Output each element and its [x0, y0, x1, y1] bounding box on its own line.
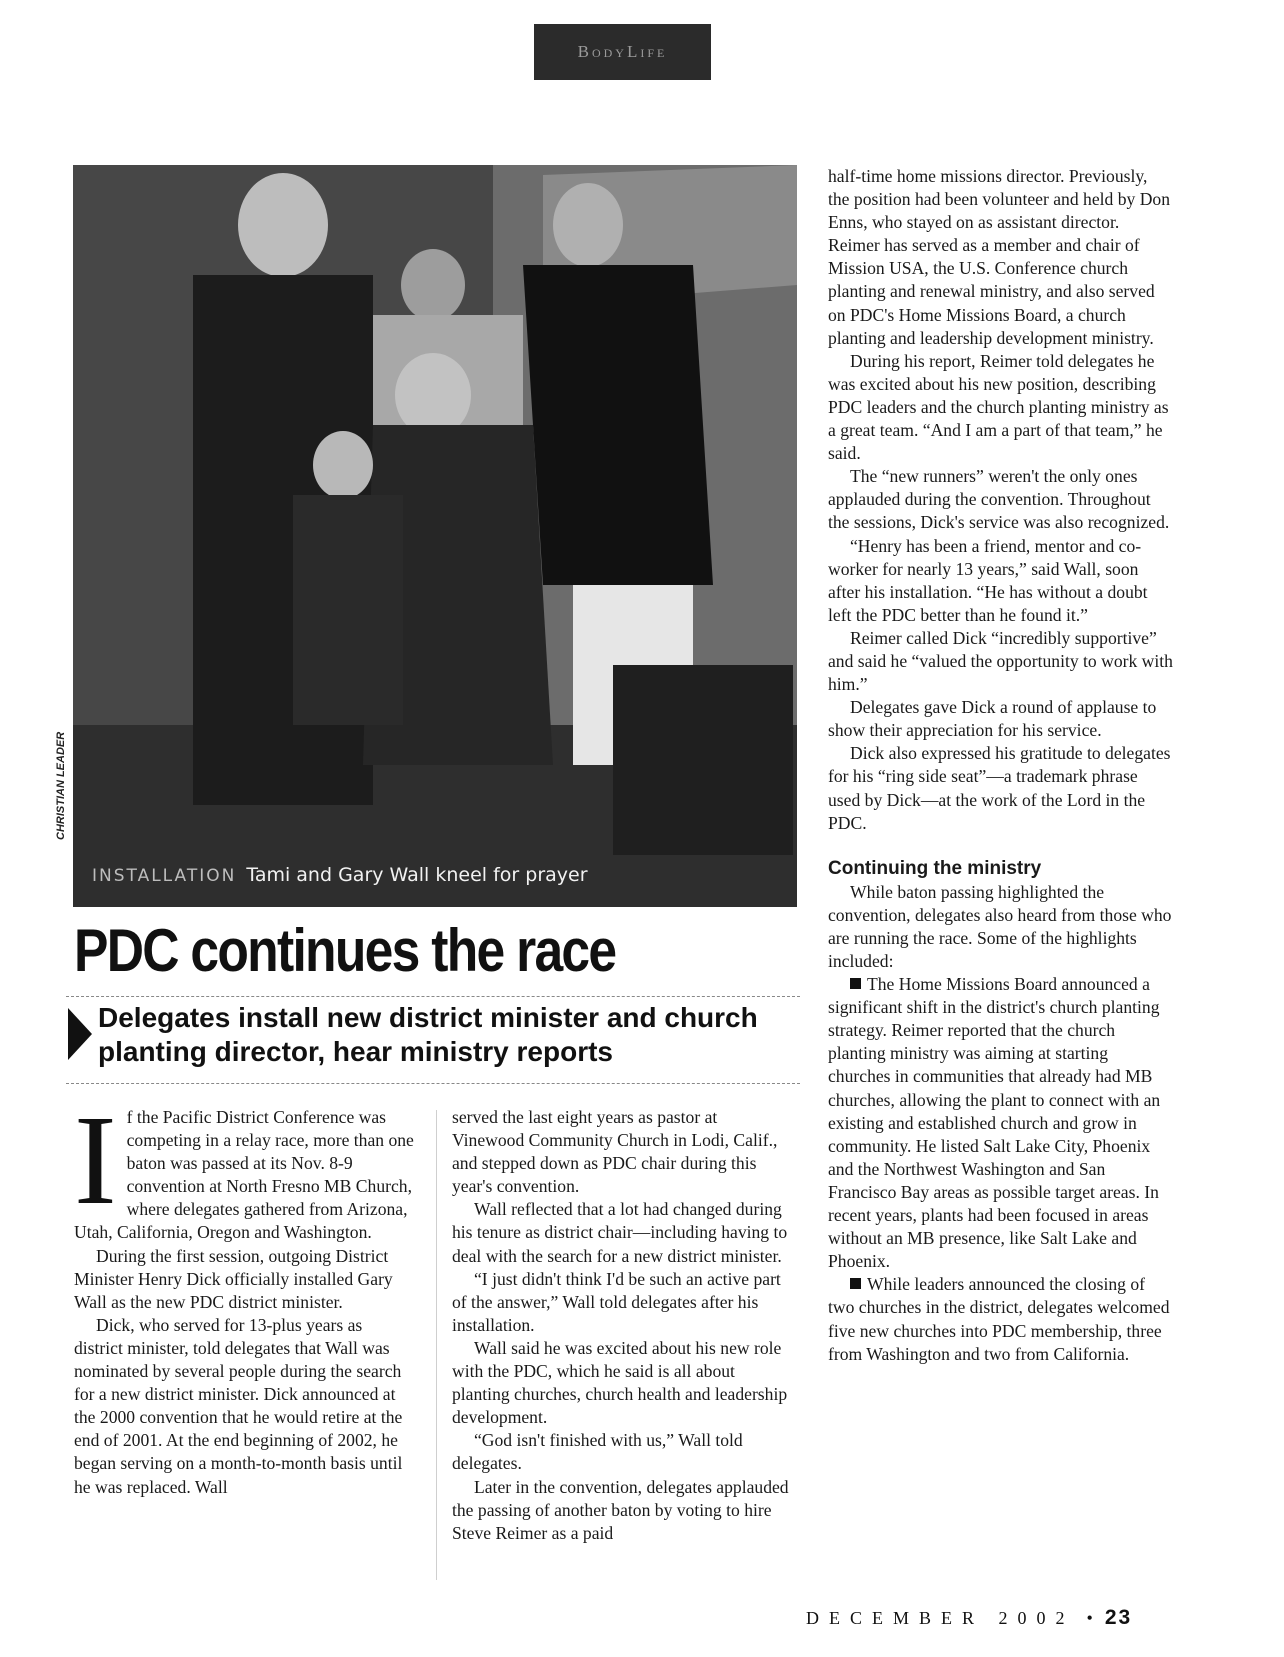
paragraph: While baton passing highlighted the convention, delegates also heard from those who are running the race. Some of the highlights included:: [828, 881, 1172, 971]
paragraph: During his report, Reimer told delegates he was excited about his new position, describing PDC leaders and the church planting ministry as a great team. “And I am a part of that team,” he said.: [828, 350, 1169, 464]
paragraph: Dick also expressed his gratitude to delegates for his “ring side seat”—a trademark phrase used by Dick—at the work of the Lord in the PDC.: [828, 743, 1171, 833]
deck-arrow-icon: [68, 1008, 92, 1060]
photo-caption: [92, 864, 588, 886]
page-number: 23: [1104, 1606, 1133, 1629]
section-tab: BodyLife: [534, 24, 711, 80]
page-footer: [806, 1606, 1132, 1630]
paragraph: Reimer called Dick “incredibly supportive” and said he “valued the opportunity to work with him.”: [828, 627, 1173, 695]
paragraph: Later in the convention, delegates applauded the passing of another baton by voting to hire Steve Reimer as a paid: [452, 1476, 789, 1543]
body-column-1: [74, 1089, 414, 1499]
caption-kicker: INSTALLATION: [92, 866, 237, 886]
caption-text: Tami and Gary Wall kneel for prayer: [246, 864, 588, 886]
paragraph: Wall reflected that a lot had changed during his tenure as district chair—including having to deal with the search for a new district minister.: [452, 1199, 788, 1266]
paragraph: The “new runners” weren't the only ones applauded during the convention. Throughout the sessions, Dick's service was also recognized.: [828, 466, 1170, 533]
bullet-paragraph: The Home Missions Board announced a significant shift in the district's church planting strategy. Reimer reported that the church planting ministry was aiming at starting churches in communities that already had MB churches, allowing the plant to connect with an existing and established church and grow in community. He listed Salt Lake City, Phoenix and the Northwest Washington and San Francisco Bay areas as possible target areas. In recent years, plants had been focused in areas without an MB presence, like Salt Lake and Phoenix.: [828, 974, 1161, 1272]
paragraph: half-time home missions director. Previously, the position had been volunteer and held by Don Enns, who stayed on as assistant director. Reimer has served as a member and chair of Mission USA, the U.S. Conference church planting and renewal ministry, and also served on PDC's Home Missions Board, a church planting and leadership development ministry.: [828, 166, 1171, 348]
article-photo: [73, 165, 797, 907]
paragraph: “God isn't finished with us,” Wall told delegates.: [452, 1430, 743, 1474]
paragraph: served the last eight years as pastor at Vinewood Community Church in Lodi, Calif., and stepped down as PDC chair during this year's convention.: [452, 1107, 778, 1197]
square-bullet-icon: [850, 978, 861, 989]
headline: PDC continues the race: [74, 917, 616, 984]
subhead: Continuing the ministry: [828, 857, 1042, 879]
body-column-2: [452, 1106, 792, 1545]
paragraph: Delegates gave Dick a round of applause to show their appreciation for his service.: [828, 697, 1157, 741]
dropcap: I: [74, 1089, 117, 1231]
bullet-paragraph: While leaders announced the closing of two churches in the district, delegates welcomed five new churches into PDC membership, three from Washington and two from California.: [828, 1274, 1170, 1364]
footer-separator: •: [1086, 1608, 1093, 1628]
deck-top-rule: [66, 996, 800, 997]
deck-bottom-rule: [66, 1083, 800, 1084]
footer-date: DECEMBER 2002: [806, 1608, 1075, 1628]
paragraph: If the Pacific District Conference was competing in a relay race, more than one baton was passed at its Nov. 8-9 convention at North Fresno MB Church, where delegates gathered from Arizona, Utah, California, Oregon and Washington.: [74, 1089, 414, 1243]
column-divider: [436, 1110, 437, 1580]
photo-illustration: [73, 165, 797, 907]
paragraph: During the first session, outgoing District Minister Henry Dick officially installed Gary Wall as the new PDC district minister.: [74, 1245, 393, 1312]
photo-credit: CHRISTIAN LEADER: [55, 731, 67, 840]
deck: Delegates install new district minister and church planting director, hear ministry reports: [98, 1002, 758, 1067]
paragraph: “I just didn't think I'd be such an active part of the answer,” Wall told delegates after his installation.: [452, 1268, 781, 1335]
square-bullet-icon: [850, 1278, 861, 1289]
paragraph: “Henry has been a friend, mentor and co-worker for nearly 13 years,” said Wall, soon after his installation. “He has without a doubt left the PDC better than he found it.”: [828, 535, 1148, 625]
paragraph: Wall said he was excited about his new role with the PDC, which he said is all about planting churches, church health and leadership development.: [452, 1337, 788, 1428]
body-column-3: [828, 165, 1173, 1366]
paragraph: Dick, who served for 13-plus years as district minister, told delegates that Wall was nominated by several people during the search for a new district minister. Dick announced at the 2000 convention that he would retire at the end of 2001. At the end beginning of 2002, he began serving on a month-to-month basis until he was replaced. Wall: [74, 1314, 403, 1497]
